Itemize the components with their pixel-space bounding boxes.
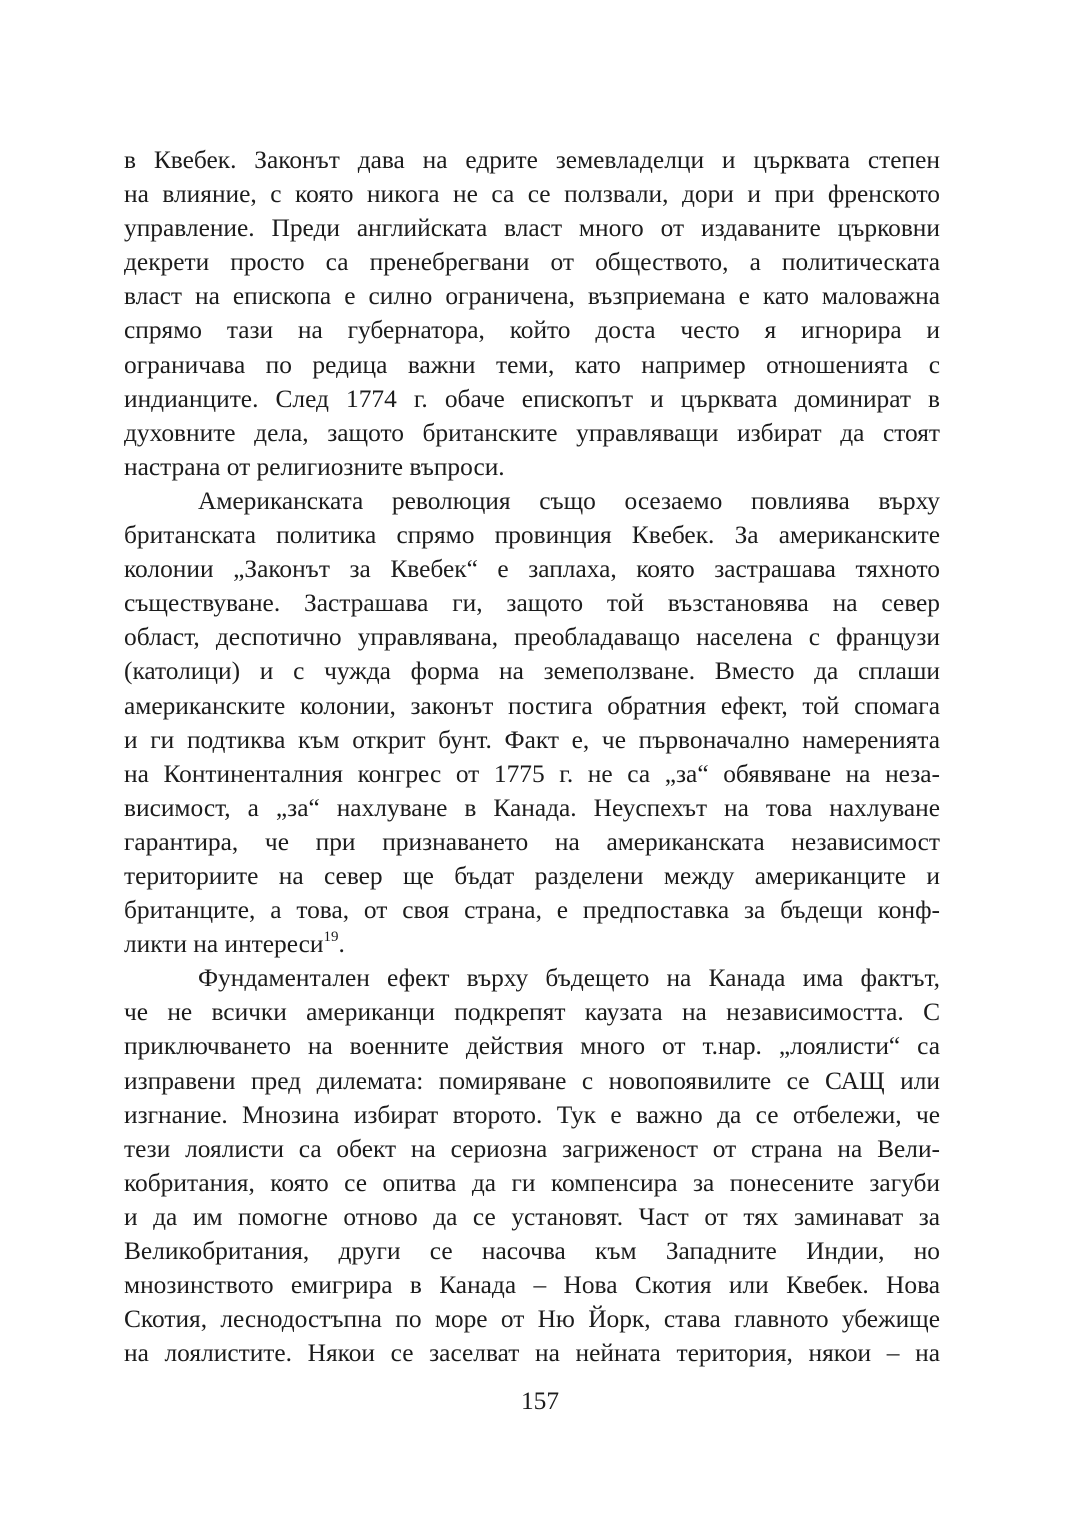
text-line-with-footnote [124, 927, 940, 961]
paragraph-3 [124, 961, 940, 1370]
text-line: висимост, а „за“ нахлуване в Канада. Неуспехът на това нахлуване [124, 793, 940, 822]
text-line: колонии „Законът за Квебек“ е заплаха, която застрашава тяхното [124, 555, 940, 584]
text-line: териториите на север ще бъдат разделени между американците и [124, 861, 940, 890]
text-line: духовните дела, защото британските управляващи избират да стоят [124, 418, 940, 447]
text-line: Великобритания, други се насочва към Западните Индии, но [124, 1237, 940, 1265]
text-line: в Квебек. Законът дава на едрите земевладелци и църквата степен [124, 146, 940, 174]
text-line: на Континенталния конгрес от 1775 г. не са „за“ обявяване на неза- [124, 759, 940, 788]
text-line-content: ликти на интереси [124, 930, 324, 959]
text-line: спрямо тази на губернатора, който доста често я игнорира и [124, 316, 940, 345]
text-line: област, деспотично управлявана, преобладаващо населена с французи [124, 623, 940, 652]
text-line: приключването на военните действия много от т.нар. „лоялисти“ са [124, 1032, 940, 1061]
text-line: декрети просто са пренебрегвани от обществото, а политическата [124, 248, 940, 277]
text-line: британците, а това, от своя страна, е предпоставка за бъдещи конф- [124, 896, 940, 925]
text-line: Фундаментален ефект върху бъдещето на Канада има фактът, [198, 964, 940, 993]
text-line: американските колонии, законът постига обратния ефект, той спомага [124, 691, 940, 720]
text-line: настрана от религиозните въпроси. [124, 452, 505, 481]
text-line: че не всички американци подкрепят каузата на независимостта. С [124, 998, 940, 1027]
text-line: и да им помогне отново да се установят. Част от тях заминават за [124, 1202, 940, 1231]
page-number: 157 [520, 1387, 560, 1415]
text-line: британската политика спрямо провинция Квебек. За американските [124, 521, 940, 550]
text-line: изгнание. Мнозина избират второто. Тук е важно да се отбележи, че [124, 1100, 940, 1129]
paragraph-1 [124, 143, 940, 484]
text-line: мнозинството емигрира в Канада – Нова Скотия или Квебек. Нова [124, 1271, 940, 1300]
text-line: власт на епископа е силно ограничена, възприемана е като маловажна [124, 282, 940, 311]
text-line: съществуване. Застрашава ги, защото той възстановява на север [124, 589, 940, 618]
text-line: тези лоялисти са обект на сериозна загриженост от страна на Вели- [124, 1134, 940, 1163]
text-line: на лоялистите. Някои се заселват на нейната територия, някои – на [124, 1339, 940, 1368]
text-line: управление. Преди английската власт много от издаваните църковни [124, 214, 940, 243]
footnote-reference: 19 [323, 929, 339, 946]
text-line: Скотия, леснодостъпна по море от Ню Йорк, става главното убежище [124, 1305, 940, 1334]
text-line: на влияние, с която никога не са се ползвали, дори и при френското [124, 180, 940, 209]
text-line: кобритания, която се опитва да ги компенсира за понесените загуби [124, 1168, 940, 1197]
text-line: гарантира, че при признаването на американската независимост [124, 827, 940, 856]
sentence-end: . [338, 930, 345, 959]
text-line: индианците. След 1774 г. обаче епископът и църквата доминират в [124, 384, 940, 413]
page-body [124, 143, 940, 1370]
text-line: и ги подтиква към открит бунт. Факт е, че първоначално намеренията [124, 725, 940, 754]
text-line: изправени пред дилемата: помиряване с новопоявилите се САЩ или [124, 1066, 940, 1095]
text-line: Американската революция също осезаемо повлиява върху [198, 486, 940, 515]
text-line: (католици) и с чужда форма на земеползване. Вместо да сплаши [124, 657, 940, 686]
text-line: ограничава по редица важни теми, като например отношенията с [124, 350, 940, 379]
paragraph-2 [124, 484, 940, 961]
